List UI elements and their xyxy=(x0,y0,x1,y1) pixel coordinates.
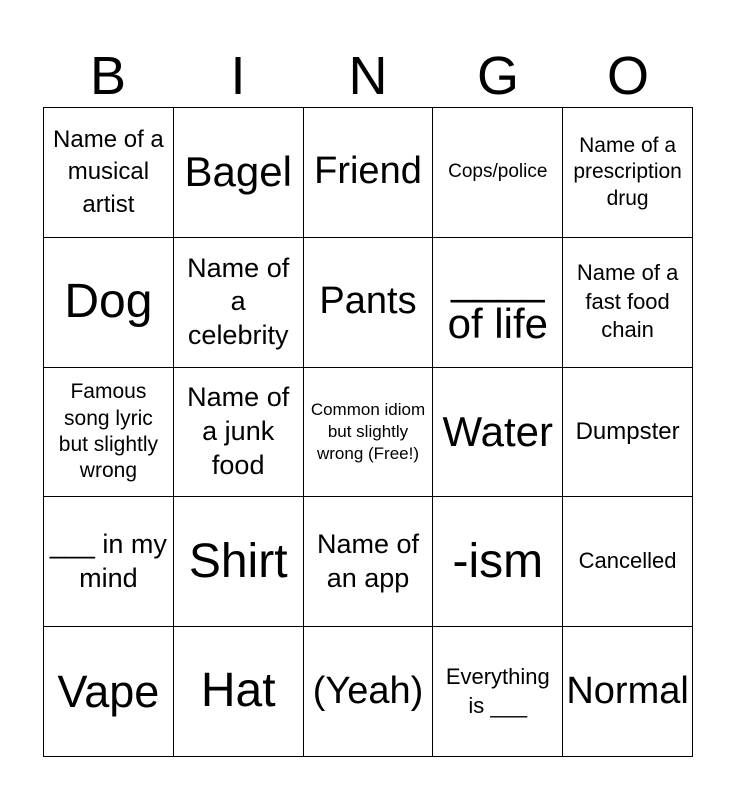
bingo-cell[interactable]: Cancelled xyxy=(563,497,693,627)
header-letter-o: O xyxy=(606,46,649,106)
bingo-cell[interactable]: (Yeah) xyxy=(304,627,434,757)
bingo-cell[interactable]: Name of an app xyxy=(304,497,434,627)
bingo-cell[interactable]: Dumpster xyxy=(563,368,693,498)
bingo-cell[interactable]: Name of a prescription drug xyxy=(563,108,693,238)
bingo-cell[interactable]: Famous song lyric but slightly wrong xyxy=(44,368,174,498)
header-letter-n: N xyxy=(348,46,388,106)
bingo-cell[interactable]: Bagel xyxy=(174,108,304,238)
bingo-cell[interactable]: Shirt xyxy=(174,497,304,627)
bingo-cell[interactable]: Water xyxy=(433,368,563,498)
bingo-cell[interactable]: Name of a musical artist xyxy=(44,108,174,238)
bingo-cell[interactable]: ____ of life xyxy=(433,238,563,368)
bingo-cell[interactable]: Cops/police xyxy=(433,108,563,238)
bingo-cell[interactable]: Name of a fast food chain xyxy=(563,238,693,368)
bingo-cell[interactable]: Common idiom but slightly wrong (Free!) xyxy=(304,368,434,498)
bingo-cell[interactable]: -ism xyxy=(433,497,563,627)
bingo-cell[interactable]: Vape xyxy=(44,627,174,757)
bingo-header xyxy=(43,44,693,108)
bingo-cell[interactable]: Hat xyxy=(174,627,304,757)
bingo-cell[interactable]: Normal xyxy=(563,627,693,757)
header-letter-i: I xyxy=(230,46,246,106)
bingo-cell[interactable]: Friend xyxy=(304,108,434,238)
bingo-cell[interactable]: Dog xyxy=(44,238,174,368)
bingo-cell[interactable]: Pants xyxy=(304,238,434,368)
bingo-cell[interactable]: Everything is ___ xyxy=(433,627,563,757)
bingo-cell[interactable]: ___ in my mind xyxy=(44,497,174,627)
bingo-cell[interactable]: Name of a junk food xyxy=(174,368,304,498)
header-letter-g: G xyxy=(476,46,519,106)
bingo-board xyxy=(43,107,693,757)
header-letter-b: B xyxy=(89,46,127,106)
bingo-cell[interactable]: Name of a celebrity xyxy=(174,238,304,368)
